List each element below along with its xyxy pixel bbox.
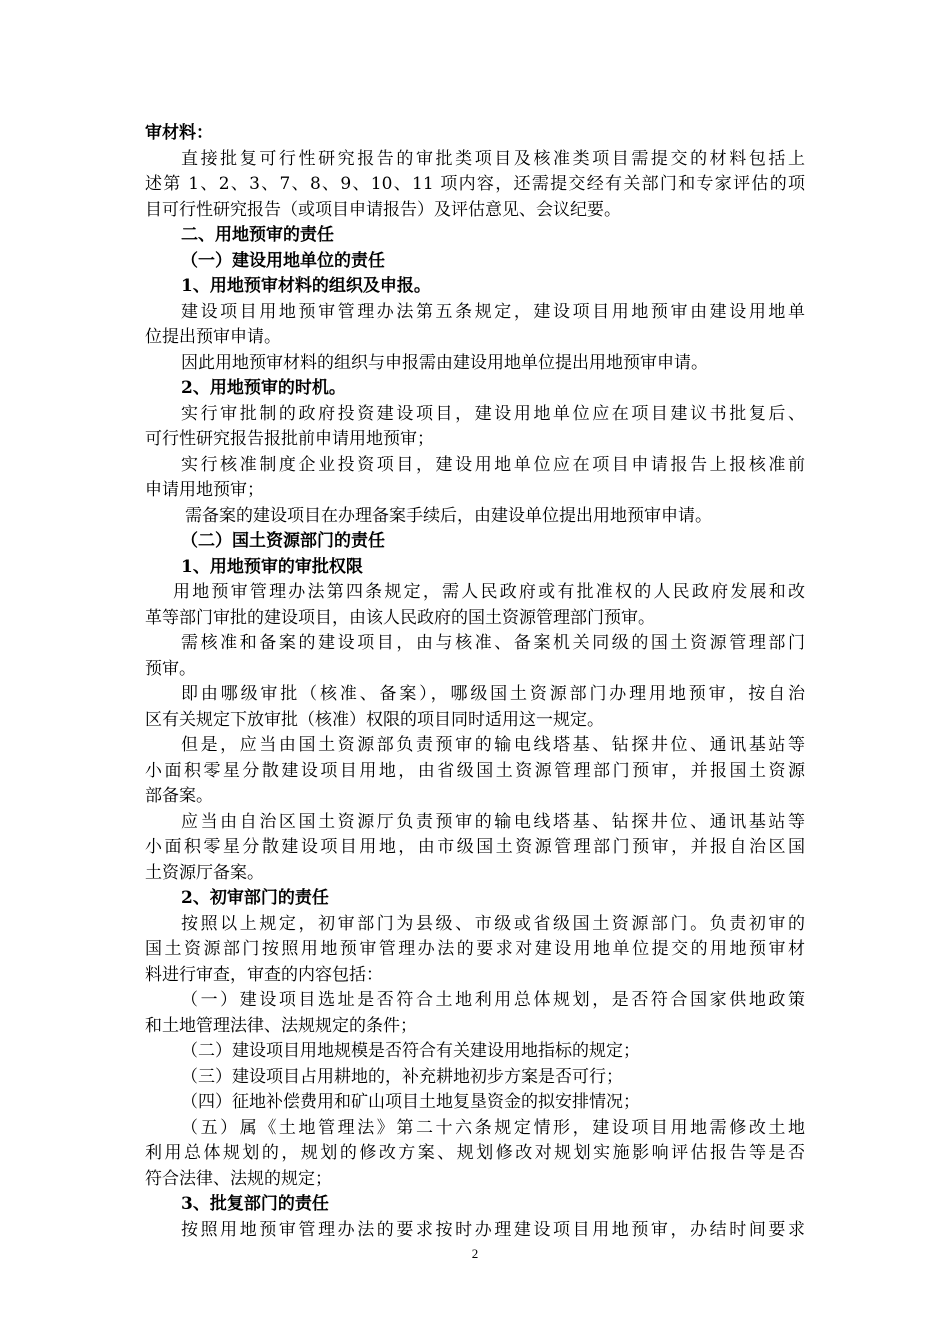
paragraph-line: 建设项目用地预审管理办法第五条规定，建设项目用地预审由建设用地单 (181, 301, 805, 322)
paragraph-line: 按照以上规定，初审部门为县级、市级或省级国土资源部门。负责初审的 (181, 913, 805, 934)
paragraph-line: 国土资源部门按照用地预审管理办法的要求对建设用地单位提交的用地预审材 (145, 939, 805, 959)
paragraph-line: 革等部门审批的建设项目，由该人民政府的国土资源管理部门预审。 (145, 607, 655, 628)
paragraph-line: 小面积零星分散建设项目用地，由市级国土资源管理部门预审，并报自治区国 (145, 837, 805, 857)
paragraph-line: 即由哪级审批（核准、备案），哪级国土资源部门办理用地预审，按自治 (181, 684, 805, 704)
document-body (145, 121, 805, 1243)
paragraph-line: 按照用地预审管理办法的要求按时办理建设项目用地预审，办结时间要求 (181, 1219, 805, 1240)
paragraph-line: 因此用地预审材料的组织与申报需由建设用地单位提出用地预审申请。 (181, 352, 708, 373)
item-heading: 2、用地预审的时机。 (181, 378, 346, 398)
paragraph-line: 部备案。 (145, 786, 213, 806)
list-item-line: （五）属《土地管理法》第二十六条规定情形，建设项目用地需修改土地 (181, 1117, 805, 1138)
item-heading: 1、用地预审的审批权限 (181, 556, 363, 577)
paragraph-line: 土资源厅备案。 (145, 862, 264, 883)
paragraph-line: 位提出预审申请。 (145, 327, 281, 347)
list-item-line: 利用总体规划的，规划的修改方案、规划修改对规划实施影响评估报告等是否 (145, 1143, 805, 1163)
item-heading: 3、批复部门的责任 (181, 1194, 329, 1214)
subsection-heading: （二）国土资源部门的责任 (181, 531, 385, 551)
paragraph-line: 目可行性研究报告（或项目申请报告）及评估意见、会议纪要。 (145, 199, 621, 220)
item-heading: 1、用地预审材料的组织及申报。 (181, 276, 431, 296)
paragraph-line: 实行审批制的政府投资建设项目，建设用地单位应在项目建议书批复后、 (181, 403, 805, 424)
paragraph-line: 预审。 (145, 658, 196, 679)
list-item-line: （一）建设项目选址是否符合土地利用总体规划，是否符合国家供地政策 (181, 990, 805, 1010)
list-item-line: （四）征地补偿费用和矿山项目土地复垦资金的拟安排情况； (181, 1092, 640, 1112)
page-number: 2 (471, 1246, 479, 1261)
list-item-line: 和土地管理法律、法规规定的条件； (145, 1015, 417, 1036)
section-continuation-heading: 审材料： (145, 123, 213, 143)
paragraph-line: 实行核准制度企业投资项目，建设用地单位应在项目申请报告上报核准前 (181, 454, 805, 475)
paragraph-line: 直接批复可行性研究报告的审批类项目及核准类项目需提交的材料包括上 (181, 148, 805, 169)
paragraph-line: 用地预审管理办法第四条规定，需人民政府或有批准权的人民政府发展和改 (173, 582, 805, 602)
list-item-line: 符合法律、法规的规定； (145, 1168, 332, 1189)
paragraph-line: 小面积零星分散建设项目用地，由省级国土资源管理部门预审，并报国土资源 (145, 760, 805, 781)
item-heading: 2、初审部门的责任 (181, 888, 329, 908)
list-item-line: （三）建设项目占用耕地的，补充耕地初步方案是否可行； (181, 1066, 623, 1087)
paragraph-line: 申请用地预审； (145, 480, 264, 500)
paragraph-line: 需核准和备案的建设项目，由与核准、备案机关同级的国土资源管理部门 (181, 633, 805, 653)
paragraph-line: 可行性研究报告报批前申请用地预审； (145, 429, 434, 449)
paragraph-line: 应当由自治区国土资源厅负责预审的输电线塔基、钻探井位、通讯基站等 (181, 811, 805, 832)
paragraph-line: 区有关规定下放审批（核准）权限的项目同时适用这一规定。 (145, 709, 604, 730)
paragraph-line: 料进行审查，审查的内容包括： (145, 964, 383, 985)
subsection-heading: （一）建设用地单位的责任 (181, 250, 385, 271)
paragraph-line: 述第 1、2、3、7、8、9、10、11 项内容，还需提交经有关部门和专家评估的项 (145, 174, 805, 194)
section-heading: 二、用地预审的责任 (181, 225, 334, 245)
list-item-line: （二）建设项目用地规模是否符合有关建设用地指标的规定； (181, 1041, 640, 1061)
paragraph-line: 但是，应当由国土资源部负责预审的输电线塔基、钻探井位、通讯基站等 (181, 735, 805, 755)
paragraph-line: 需备案的建设项目在办理备案手续后，由建设单位提出用地预审申请。 (185, 505, 712, 526)
